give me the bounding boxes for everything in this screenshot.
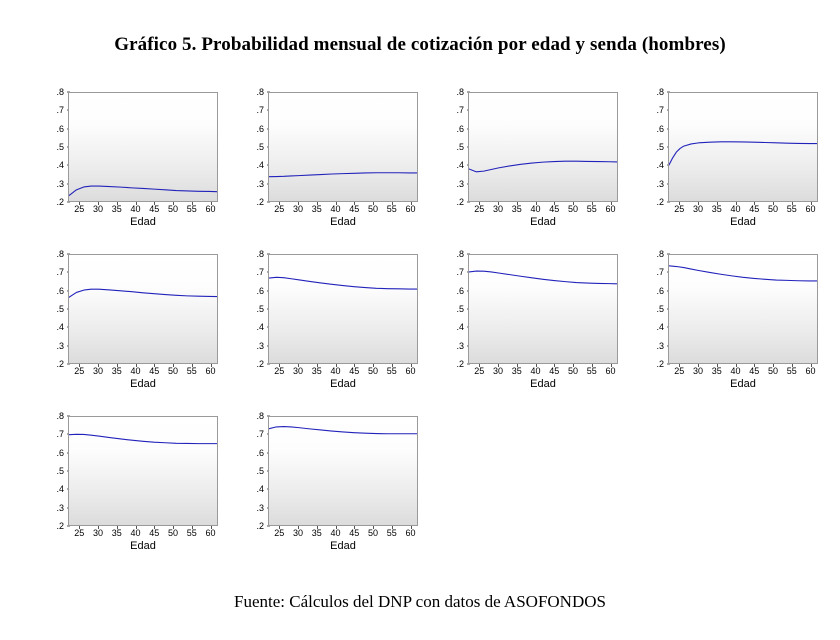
x-axis-ticks [468, 364, 618, 378]
y-tick-label: .6 [656, 123, 664, 134]
y-tick-label: .4 [656, 322, 664, 333]
plot-area [468, 254, 618, 364]
x-axis-ticks [268, 526, 418, 540]
x-axis-ticks [68, 202, 218, 216]
y-tick-label: .7 [656, 267, 664, 278]
x-axis-label: Edad [730, 378, 756, 390]
y-tick-label: .6 [56, 285, 64, 296]
y-axis-ticks [30, 87, 66, 207]
series-line [269, 427, 417, 434]
x-tick-label: 25 [74, 528, 85, 538]
panel-decil-2 [230, 88, 430, 240]
y-tick-label: .2 [456, 197, 464, 207]
x-tick-label: 60 [405, 528, 416, 538]
x-tick-label: 35 [711, 204, 722, 214]
x-tick-label: 30 [92, 528, 104, 538]
panel-decil-1 [30, 88, 230, 240]
page-title: Gráfico 5. Probabilidad mensual de cotización por edad y senda (hombres) [114, 34, 726, 55]
x-tick-label: 40 [330, 204, 341, 214]
y-tick-label: .3 [56, 502, 64, 513]
y-tick-label: .7 [56, 267, 64, 278]
y-tick-label: .6 [656, 285, 664, 296]
y-axis-ticks [630, 249, 666, 369]
y-tick-label: .3 [256, 178, 264, 189]
x-tick-label: 60 [205, 528, 216, 538]
y-tick-label: .5 [256, 466, 264, 476]
series-line [269, 277, 417, 289]
panel-grid [30, 88, 830, 574]
y-tick-label: .5 [656, 142, 664, 152]
x-tick-label: 35 [111, 528, 122, 538]
x-tick-label: 40 [730, 204, 741, 214]
y-tick-label: .5 [456, 142, 464, 152]
plot-area-wrapper [268, 254, 418, 364]
plot-area [268, 92, 418, 202]
plot-area [268, 254, 418, 364]
plot-area-wrapper [268, 416, 418, 526]
plot-area [468, 92, 618, 202]
y-tick-label: .5 [656, 304, 664, 314]
y-axis-ticks [230, 411, 266, 531]
x-axis-ticks [268, 202, 418, 216]
y-tick-label: .2 [656, 197, 664, 207]
x-tick-label: 50 [167, 204, 179, 214]
panel-decil-10 [230, 412, 430, 564]
x-axis-label: Edad [130, 378, 156, 390]
y-tick-label: .3 [656, 178, 664, 189]
x-axis-label: Edad [330, 378, 356, 390]
x-tick-label: 55 [386, 366, 397, 376]
y-axis-ticks [30, 249, 66, 369]
y-tick-label: .2 [56, 359, 64, 369]
y-tick-label: .8 [656, 87, 664, 97]
x-tick-label: 25 [74, 204, 85, 214]
x-tick-label: 45 [349, 204, 360, 214]
x-tick-label: 45 [149, 204, 160, 214]
x-tick-label: 55 [186, 366, 197, 376]
x-tick-label: 50 [567, 366, 579, 376]
y-tick-label: .3 [456, 178, 464, 189]
x-tick-label: 40 [130, 204, 141, 214]
x-tick-label: 60 [605, 204, 616, 214]
x-tick-label: 45 [549, 366, 560, 376]
y-tick-label: .4 [56, 160, 64, 171]
panel-decil-3 [430, 88, 630, 240]
y-tick-label: .6 [456, 123, 464, 134]
y-tick-label: .6 [56, 123, 64, 134]
x-axis-ticks [468, 202, 618, 216]
y-tick-label: .7 [656, 105, 664, 116]
x-tick-label: 30 [692, 366, 704, 376]
x-tick-label: 50 [767, 366, 779, 376]
x-tick-label: 25 [274, 366, 285, 376]
y-tick-label: .4 [56, 322, 64, 333]
x-tick-label: 35 [311, 528, 322, 538]
y-tick-label: .7 [456, 105, 464, 116]
y-tick-label: .5 [256, 142, 264, 152]
x-tick-label: 30 [292, 366, 304, 376]
x-tick-label: 60 [605, 366, 616, 376]
x-tick-label: 30 [92, 204, 104, 214]
x-tick-label: 60 [805, 204, 816, 214]
x-tick-label: 35 [311, 204, 322, 214]
x-tick-label: 50 [567, 204, 579, 214]
plot-area-wrapper [668, 254, 818, 364]
panel-decil-6 [230, 250, 430, 402]
y-tick-label: .4 [256, 322, 264, 333]
x-tick-label: 50 [367, 528, 379, 538]
panel-decil-7 [430, 250, 630, 402]
y-tick-label: .6 [256, 123, 264, 134]
x-tick-label: 60 [205, 204, 216, 214]
y-tick-label: .8 [456, 249, 464, 259]
y-tick-label: .5 [256, 304, 264, 314]
y-tick-label: .7 [56, 105, 64, 116]
y-tick-label: .7 [256, 105, 264, 116]
x-axis-ticks [668, 202, 818, 216]
x-tick-label: 45 [549, 204, 560, 214]
y-tick-label: .6 [256, 447, 264, 458]
y-tick-label: .8 [256, 249, 264, 259]
x-axis-ticks [68, 526, 218, 540]
x-tick-label: 45 [749, 204, 760, 214]
x-tick-label: 35 [311, 366, 322, 376]
series-line [469, 161, 617, 172]
x-tick-label: 60 [805, 366, 816, 376]
y-tick-label: .6 [256, 285, 264, 296]
series-line [669, 266, 817, 281]
y-tick-label: .2 [256, 521, 264, 531]
x-tick-label: 35 [511, 366, 522, 376]
x-tick-label: 30 [292, 528, 304, 538]
x-tick-label: 30 [292, 204, 304, 214]
panel-row-1 [30, 88, 830, 240]
y-tick-label: .6 [56, 447, 64, 458]
x-tick-label: 40 [530, 204, 541, 214]
y-tick-label: .8 [256, 87, 264, 97]
x-tick-label: 40 [730, 366, 741, 376]
x-tick-label: 45 [349, 366, 360, 376]
x-tick-label: 45 [749, 366, 760, 376]
x-tick-label: 50 [367, 366, 379, 376]
x-tick-label: 25 [674, 204, 685, 214]
y-tick-label: .7 [456, 267, 464, 278]
y-axis-ticks [30, 411, 66, 531]
y-tick-label: .2 [56, 521, 64, 531]
x-tick-label: 45 [149, 528, 160, 538]
y-tick-label: .2 [56, 197, 64, 207]
plot-area-wrapper [268, 92, 418, 202]
x-axis-ticks [668, 364, 818, 378]
series-line [69, 434, 217, 443]
x-tick-label: 60 [405, 204, 416, 214]
y-tick-label: .3 [56, 340, 64, 351]
x-tick-label: 55 [786, 204, 797, 214]
x-axis-label: Edad [130, 540, 156, 552]
y-tick-label: .3 [256, 502, 264, 513]
panel-decil-4 [630, 88, 830, 240]
y-tick-label: .7 [56, 429, 64, 440]
x-axis-label: Edad [330, 540, 356, 552]
y-tick-label: .4 [256, 160, 264, 171]
y-tick-label: .4 [456, 322, 464, 333]
y-axis-ticks [430, 249, 466, 369]
x-tick-label: 35 [111, 366, 122, 376]
plot-area-wrapper [68, 416, 218, 526]
x-tick-label: 25 [474, 204, 485, 214]
series-line [669, 142, 817, 165]
panel-decil-9 [30, 412, 230, 564]
y-tick-label: .2 [256, 197, 264, 207]
y-tick-label: .5 [456, 304, 464, 314]
x-tick-label: 55 [586, 204, 597, 214]
plot-area-wrapper [668, 92, 818, 202]
plot-area [668, 254, 818, 364]
x-axis-label: Edad [330, 216, 356, 228]
x-tick-label: 55 [186, 528, 197, 538]
x-tick-label: 45 [349, 528, 360, 538]
x-axis-label: Edad [530, 216, 556, 228]
x-tick-label: 55 [786, 366, 797, 376]
x-tick-label: 30 [492, 366, 504, 376]
y-tick-label: .5 [56, 466, 64, 476]
y-tick-label: .3 [56, 178, 64, 189]
x-tick-label: 30 [692, 204, 704, 214]
series-line [69, 186, 217, 196]
y-tick-label: .8 [256, 411, 264, 421]
x-tick-label: 55 [586, 366, 597, 376]
plot-area [668, 92, 818, 202]
y-tick-label: .3 [656, 340, 664, 351]
series-line [269, 173, 417, 177]
x-tick-label: 40 [130, 366, 141, 376]
y-tick-label: .5 [56, 142, 64, 152]
y-tick-label: .2 [656, 359, 664, 369]
x-tick-label: 35 [111, 204, 122, 214]
x-tick-label: 30 [492, 204, 504, 214]
plot-area [268, 416, 418, 526]
series-line [469, 271, 617, 284]
x-tick-label: 35 [711, 366, 722, 376]
panel-row-3 [30, 412, 830, 564]
x-tick-label: 40 [530, 366, 541, 376]
y-tick-label: .5 [56, 304, 64, 314]
plot-area [68, 416, 218, 526]
y-tick-label: .8 [656, 249, 664, 259]
y-axis-ticks [430, 87, 466, 207]
x-tick-label: 50 [367, 204, 379, 214]
y-tick-label: .7 [256, 429, 264, 440]
x-tick-label: 60 [205, 366, 216, 376]
series-line [69, 289, 217, 297]
x-tick-label: 30 [92, 366, 104, 376]
x-tick-label: 25 [474, 366, 485, 376]
plot-area-wrapper [68, 254, 218, 364]
x-tick-label: 55 [386, 204, 397, 214]
y-tick-label: .8 [56, 87, 64, 97]
x-tick-label: 25 [274, 204, 285, 214]
y-tick-label: .4 [56, 484, 64, 495]
x-tick-label: 25 [674, 366, 685, 376]
y-axis-ticks [630, 87, 666, 207]
x-axis-ticks [268, 364, 418, 378]
y-tick-label: .4 [256, 484, 264, 495]
y-tick-label: .4 [456, 160, 464, 171]
y-tick-label: .7 [256, 267, 264, 278]
panel-row-2 [30, 250, 830, 402]
plot-area [68, 254, 218, 364]
x-axis-label: Edad [130, 216, 156, 228]
y-axis-ticks [230, 87, 266, 207]
x-tick-label: 40 [330, 528, 341, 538]
plot-area [68, 92, 218, 202]
y-tick-label: .4 [656, 160, 664, 171]
x-tick-label: 25 [274, 528, 285, 538]
x-tick-label: 50 [167, 528, 179, 538]
y-tick-label: .3 [256, 340, 264, 351]
panel-decil-8 [630, 250, 830, 402]
x-tick-label: 55 [386, 528, 397, 538]
y-tick-label: .3 [456, 340, 464, 351]
x-axis-ticks [68, 364, 218, 378]
y-tick-label: .2 [256, 359, 264, 369]
x-tick-label: 40 [130, 528, 141, 538]
x-tick-label: 25 [74, 366, 85, 376]
x-tick-label: 50 [167, 366, 179, 376]
plot-area-wrapper [468, 254, 618, 364]
y-tick-label: .8 [56, 411, 64, 421]
x-tick-label: 35 [511, 204, 522, 214]
y-tick-label: .2 [456, 359, 464, 369]
x-tick-label: 50 [767, 204, 779, 214]
x-tick-label: 55 [186, 204, 197, 214]
y-tick-label: .6 [456, 285, 464, 296]
x-axis-label: Edad [530, 378, 556, 390]
y-tick-label: .8 [56, 249, 64, 259]
x-tick-label: 45 [149, 366, 160, 376]
y-axis-ticks [230, 249, 266, 369]
x-axis-label: Edad [730, 216, 756, 228]
x-tick-label: 40 [330, 366, 341, 376]
plot-area-wrapper [468, 92, 618, 202]
panel-decil-5 [30, 250, 230, 402]
y-tick-label: .8 [456, 87, 464, 97]
plot-area-wrapper [68, 92, 218, 202]
x-tick-label: 60 [405, 366, 416, 376]
source-note: Fuente: Cálculos del DNP con datos de ASOFONDOS [234, 592, 606, 611]
